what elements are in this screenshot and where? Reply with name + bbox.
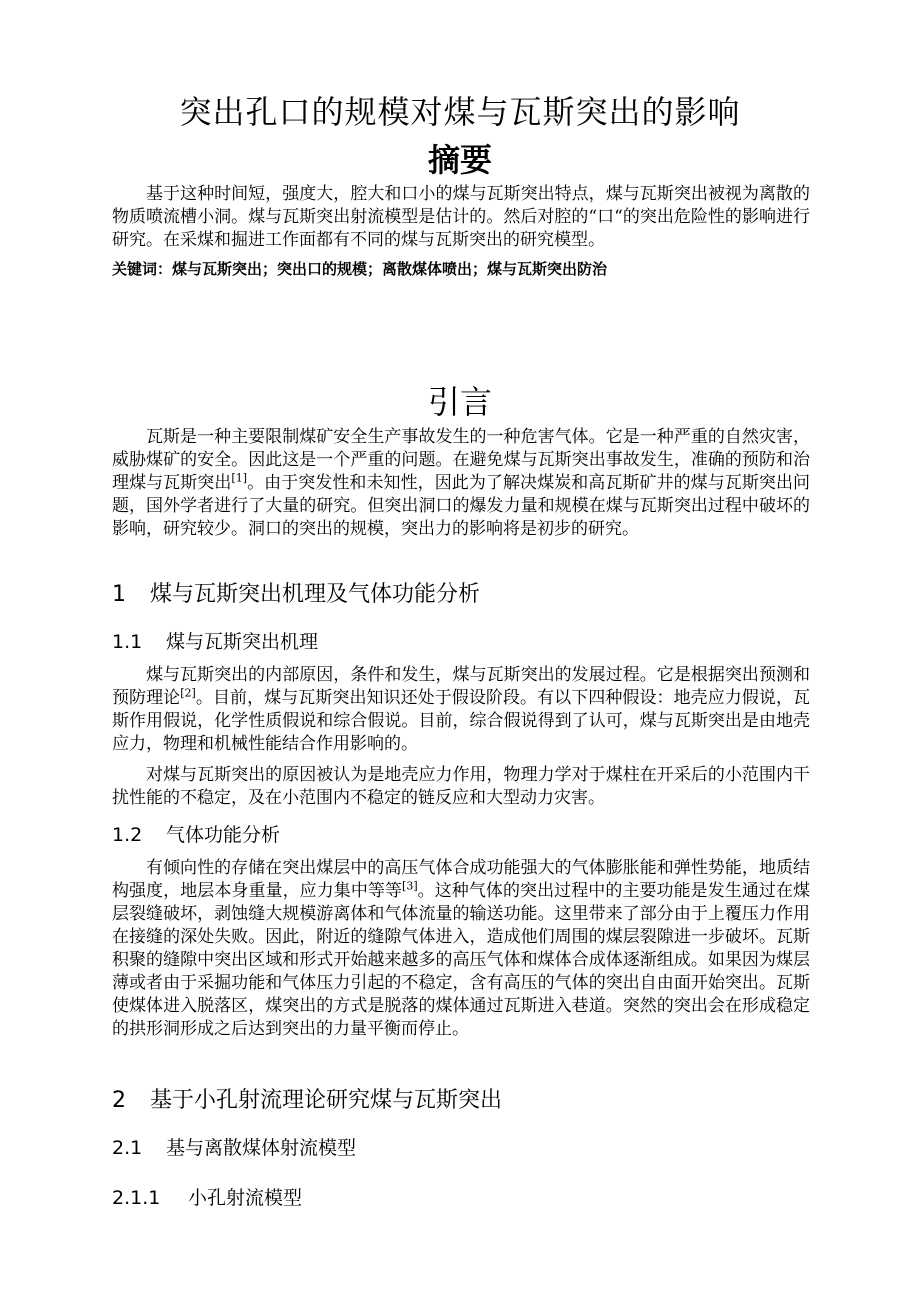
section-2-1-1-number: 2.1.1 [112, 1187, 161, 1209]
section-1-1-paragraph-1 [112, 664, 810, 756]
section-1-1-title: 煤与瓦斯突出机理 [166, 631, 319, 653]
section-1-2-heading [112, 822, 280, 848]
section-2-title: 基于小孔射流理论研究煤与瓦斯突出 [150, 1088, 503, 1113]
section-1-1-heading [112, 629, 318, 655]
citation-ref-2: [2] [180, 686, 196, 700]
section-2-1-number: 2.1 [112, 1137, 143, 1159]
abstract-heading: 摘要 [427, 141, 492, 179]
section-1-heading [112, 580, 480, 610]
intro-text-part2: 。由于突发性和未知性，因此为了解决煤炭和高瓦斯矿井的煤与瓦斯突出问题，国外学者进行了大量的研究。但突出洞口的爆发力量和规模在煤与瓦斯突出过程中破坏的影响，研究较少。洞口的突出的规模，突出力的影响将是初步的研究。 [112, 473, 810, 539]
abstract-text: 基于这种时间短，强度大，腔大和口小的煤与瓦斯突出特点，煤与瓦斯突出被视为离散的物质喷流槽小洞。煤与瓦斯突出射流模型是估计的。然后对腔的“口“的突出危险性的影响进行研究。在采煤和掘进工作面都有不同的煤与瓦斯突出的研究模型。 [112, 184, 810, 250]
section-1-title: 煤与瓦斯突出机理及气体功能分析 [150, 582, 481, 607]
paper-title: 突出孔口的规模对煤与瓦斯突出的影响 [179, 93, 741, 131]
intro-heading: 引言 [427, 383, 492, 421]
intro-paragraph [112, 426, 810, 541]
section-1-1-number: 1.1 [112, 631, 143, 653]
section-2-number: 2 [112, 1088, 126, 1113]
section-1-2-p1-part1: 有倾向性的存储在突出煤层中的高压气体合成功能强大的气体膨胀能和弹性势能，地质结构强度，地层本身重量，应力集中等等 [112, 858, 810, 901]
section-2-1-title: 基与离散煤体射流模型 [166, 1137, 357, 1159]
citation-ref-3: [3] [402, 879, 418, 893]
section-2-heading [112, 1086, 502, 1116]
section-1-2-title: 气体功能分析 [166, 824, 281, 846]
section-1-1-p1-part2: 。目前，煤与瓦斯突出知识还处于假设阶段。有以下四种假设：地壳应力假说，瓦斯作用假说，化学性质假说和综合假说。目前，综合假说得到了认可，煤与瓦斯突出是由地壳应力，物理和机械性能结合作用影响的。 [112, 688, 811, 754]
citation-ref-1: [1] [231, 471, 248, 485]
section-1-2-paragraph-1 [112, 857, 810, 1041]
section-1-2-p1-part2: 。这种气体的突出过程中的主要功能是发生通过在煤层裂缝破坏，剥蚀缝大规模游离体和气体流量的输送功能。这里带来了部分由于上覆压力作用在接缝的深处失败。因此，附近的缝隙气体进入，造成他们周围的煤层裂隙进一步破坏。瓦斯积聚的缝隙中突出区域和形式开始越来越多的高压气体和煤体合成体逐渐组成。如果因为煤层薄或者由于采掘功能和气体压力引起的不稳定，含有高压的气体的突出自由面开始突出。瓦斯使煤体进入脱落区，煤突出的方式是脱落的煤体通过瓦斯进入巷道。突然的突出会在形成稳定的拱形洞形成之后达到突出的力量平衡而停止。 [112, 881, 811, 1039]
section-1-1-p1-part1: 煤与瓦斯突出的内部原因，条件和发生，煤与瓦斯突出的发展过程。它是根据突出预测和预防理论 [112, 665, 810, 708]
keywords: 关键词：煤与瓦斯突出；突出口的规模；离散煤体喷出；煤与瓦斯突出防治 [112, 260, 608, 278]
section-1-2-number: 1.2 [112, 824, 143, 846]
section-1-number: 1 [112, 582, 126, 607]
intro-text-part1: 瓦斯是一种主要限制煤矿安全生产事故发生的一种危害气体。它是一种严重的自然灾害，威胁煤矿的安全。因此这是一个严重的问题。在避免煤与瓦斯突出事故发生，准确的预防和治理煤与瓦斯突出 [112, 427, 810, 493]
section-2-1-1-title: 小孔射流模型 [188, 1187, 303, 1209]
section-2-1-1-heading [112, 1185, 302, 1211]
section-2-1-heading [112, 1135, 356, 1161]
section-1-1-paragraph-2: 对煤与瓦斯突出的原因被认为是地壳应力作用，物理力学对于煤柱在开采后的小范围内干扰性能的不稳定，及在小范围内不稳定的链反应和大型动力灾害。 [112, 765, 810, 808]
